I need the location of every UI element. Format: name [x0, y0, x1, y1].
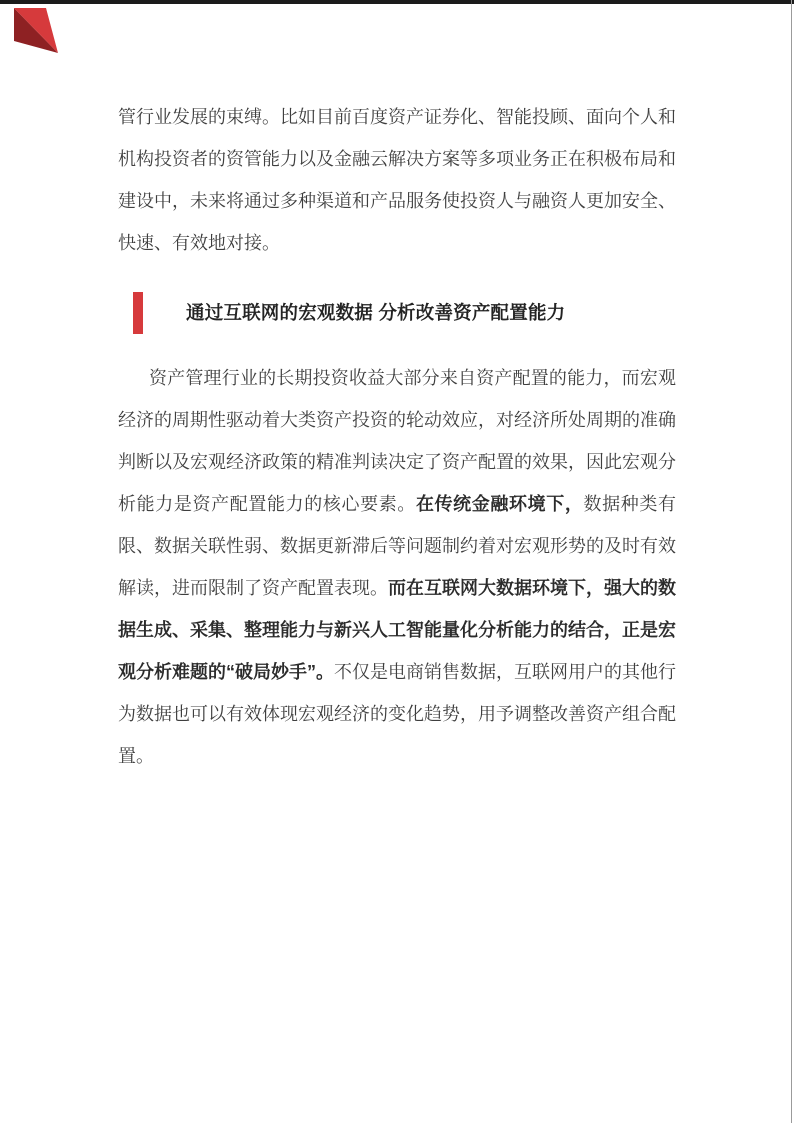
corner-ribbon-icon	[13, 8, 59, 54]
section-heading-row	[133, 292, 565, 334]
section-heading: 通过互联网的宏观数据 分析改善资产配置能力	[186, 302, 566, 323]
heading-accent-bar	[133, 292, 143, 334]
paragraph-macro-data-analysis: 资产管理行业的长期投资收益大部分来自资产配置的能力，而宏观经济的周期性驱动着大类资产投资的轮动效应，对经济所处周期的准确判断以及宏观经济政策的精准判读决定了资产配置的效果，因此宏观分析能力是资产配置能力的核心要素。在传统金融环境下，数据种类有限、数据关联性弱、数据更新滞后等问题制约着对宏观形势的及时有效解读，进而限制了资产配置表现。而在互联网大数据环境下，强大的数据生成、采集、整理能力与新兴人工智能量化分析能力的结合，正是宏观分析难题的“破局妙手”。不仅是电商销售数据，互联网用户的其他行为数据也可以有效体现宏观经济的变化趋势，用予调整改善资产组合配置。	[118, 368, 677, 766]
page-content	[118, 0, 676, 1123]
page-right-border	[791, 0, 792, 1123]
paragraph-asset-management-business: 管行业发展的束缚。比如目前百度资产证券化、智能投顾、面向个人和机构投资者的资管能力以及金融云解决方案等多项业务正在积极布局和建设中，未来将通过多种渠道和产品服务使投资人与融资人更加安全、快速、有效地对接。	[118, 107, 676, 253]
